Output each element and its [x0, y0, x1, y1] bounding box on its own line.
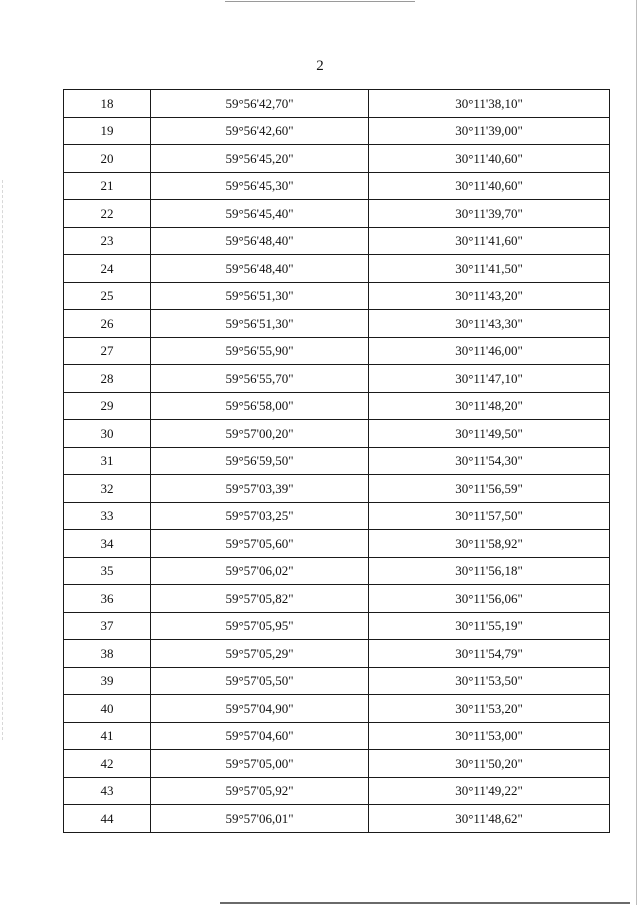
- table-row: [64, 200, 610, 228]
- longitude-cell: 30°11'54,79": [369, 640, 610, 668]
- point-number-cell: 29: [64, 392, 151, 420]
- longitude-cell: 30°11'41,60": [369, 227, 610, 255]
- latitude-cell: 59°57'05,82": [151, 585, 369, 613]
- table-row: [64, 667, 610, 695]
- longitude-cell: 30°11'53,50": [369, 667, 610, 695]
- latitude-cell: 59°56'59,50": [151, 447, 369, 475]
- latitude-cell: 59°57'05,95": [151, 612, 369, 640]
- longitude-cell: 30°11'48,62": [369, 805, 610, 833]
- point-number-cell: 42: [64, 750, 151, 778]
- latitude-cell: 59°56'58,00": [151, 392, 369, 420]
- table-row: [64, 475, 610, 503]
- table-row: [64, 805, 610, 833]
- latitude-cell: 59°56'55,90": [151, 337, 369, 365]
- point-number-cell: 23: [64, 227, 151, 255]
- table-row: [64, 722, 610, 750]
- longitude-cell: 30°11'58,92": [369, 530, 610, 558]
- point-number-cell: 22: [64, 200, 151, 228]
- table-row: [64, 117, 610, 145]
- table-row: [64, 365, 610, 393]
- longitude-cell: 30°11'43,20": [369, 282, 610, 310]
- table-row: [64, 392, 610, 420]
- table-row: [64, 227, 610, 255]
- table-row: [64, 530, 610, 558]
- table-row: [64, 90, 610, 118]
- latitude-cell: 59°57'05,00": [151, 750, 369, 778]
- latitude-cell: 59°56'42,70": [151, 90, 369, 118]
- table-row: [64, 750, 610, 778]
- point-number-cell: 32: [64, 475, 151, 503]
- table-row: [64, 255, 610, 283]
- longitude-cell: 30°11'57,50": [369, 502, 610, 530]
- table-row: [64, 557, 610, 585]
- point-number-cell: 31: [64, 447, 151, 475]
- longitude-cell: 30°11'39,70": [369, 200, 610, 228]
- point-number-cell: 19: [64, 117, 151, 145]
- scan-artifact-right-edge: [636, 0, 637, 905]
- point-number-cell: 35: [64, 557, 151, 585]
- point-number-cell: 36: [64, 585, 151, 613]
- table-row: [64, 447, 610, 475]
- latitude-cell: 59°57'06,01": [151, 805, 369, 833]
- point-number-cell: 21: [64, 172, 151, 200]
- latitude-cell: 59°57'04,90": [151, 695, 369, 723]
- point-number-cell: 30: [64, 420, 151, 448]
- longitude-cell: 30°11'56,18": [369, 557, 610, 585]
- longitude-cell: 30°11'53,20": [369, 695, 610, 723]
- point-number-cell: 33: [64, 502, 151, 530]
- latitude-cell: 59°57'06,02": [151, 557, 369, 585]
- latitude-cell: 59°57'00,20": [151, 420, 369, 448]
- latitude-cell: 59°57'04,60": [151, 722, 369, 750]
- longitude-cell: 30°11'38,10": [369, 90, 610, 118]
- latitude-cell: 59°56'55,70": [151, 365, 369, 393]
- longitude-cell: 30°11'53,00": [369, 722, 610, 750]
- table-row: [64, 777, 610, 805]
- longitude-cell: 30°11'40,60": [369, 145, 610, 173]
- coordinates-table-body: [64, 90, 610, 833]
- point-number-cell: 34: [64, 530, 151, 558]
- longitude-cell: 30°11'43,30": [369, 310, 610, 338]
- latitude-cell: 59°57'03,25": [151, 502, 369, 530]
- table-row: [64, 337, 610, 365]
- point-number-cell: 38: [64, 640, 151, 668]
- point-number-cell: 24: [64, 255, 151, 283]
- scan-artifact-left-edge: [2, 180, 3, 740]
- longitude-cell: 30°11'56,59": [369, 475, 610, 503]
- page-number: 2: [316, 58, 324, 74]
- latitude-cell: 59°56'45,40": [151, 200, 369, 228]
- longitude-cell: 30°11'49,50": [369, 420, 610, 448]
- table-row: [64, 640, 610, 668]
- latitude-cell: 59°57'05,60": [151, 530, 369, 558]
- point-number-cell: 18: [64, 90, 151, 118]
- point-number-cell: 41: [64, 722, 151, 750]
- latitude-cell: 59°57'03,39": [151, 475, 369, 503]
- longitude-cell: 30°11'54,30": [369, 447, 610, 475]
- longitude-cell: 30°11'48,20": [369, 392, 610, 420]
- table-row: [64, 310, 610, 338]
- table-row: [64, 695, 610, 723]
- point-number-cell: 40: [64, 695, 151, 723]
- longitude-cell: 30°11'56,06": [369, 585, 610, 613]
- point-number-cell: 27: [64, 337, 151, 365]
- latitude-cell: 59°56'51,30": [151, 282, 369, 310]
- scan-artifact-bottom-line: [220, 902, 630, 904]
- table-row: [64, 420, 610, 448]
- point-number-cell: 20: [64, 145, 151, 173]
- longitude-cell: 30°11'39,00": [369, 117, 610, 145]
- longitude-cell: 30°11'41,50": [369, 255, 610, 283]
- point-number-cell: 44: [64, 805, 151, 833]
- point-number-cell: 43: [64, 777, 151, 805]
- longitude-cell: 30°11'47,10": [369, 365, 610, 393]
- longitude-cell: 30°11'46,00": [369, 337, 610, 365]
- coordinates-table: [63, 89, 610, 833]
- point-number-cell: 26: [64, 310, 151, 338]
- table-row: [64, 585, 610, 613]
- table-row: [64, 502, 610, 530]
- longitude-cell: 30°11'55,19": [369, 612, 610, 640]
- latitude-cell: 59°56'51,30": [151, 310, 369, 338]
- point-number-cell: 37: [64, 612, 151, 640]
- latitude-cell: 59°57'05,92": [151, 777, 369, 805]
- point-number-cell: 25: [64, 282, 151, 310]
- point-number-cell: 39: [64, 667, 151, 695]
- longitude-cell: 30°11'40,60": [369, 172, 610, 200]
- longitude-cell: 30°11'50,20": [369, 750, 610, 778]
- longitude-cell: 30°11'49,22": [369, 777, 610, 805]
- latitude-cell: 59°56'48,40": [151, 255, 369, 283]
- table-row: [64, 282, 610, 310]
- latitude-cell: 59°56'45,30": [151, 172, 369, 200]
- latitude-cell: 59°56'45,20": [151, 145, 369, 173]
- latitude-cell: 59°56'42,60": [151, 117, 369, 145]
- table-row: [64, 145, 610, 173]
- latitude-cell: 59°57'05,50": [151, 667, 369, 695]
- table-row: [64, 172, 610, 200]
- table-row: [64, 612, 610, 640]
- scan-artifact-top-line: [225, 1, 415, 2]
- latitude-cell: 59°56'48,40": [151, 227, 369, 255]
- latitude-cell: 59°57'05,29": [151, 640, 369, 668]
- point-number-cell: 28: [64, 365, 151, 393]
